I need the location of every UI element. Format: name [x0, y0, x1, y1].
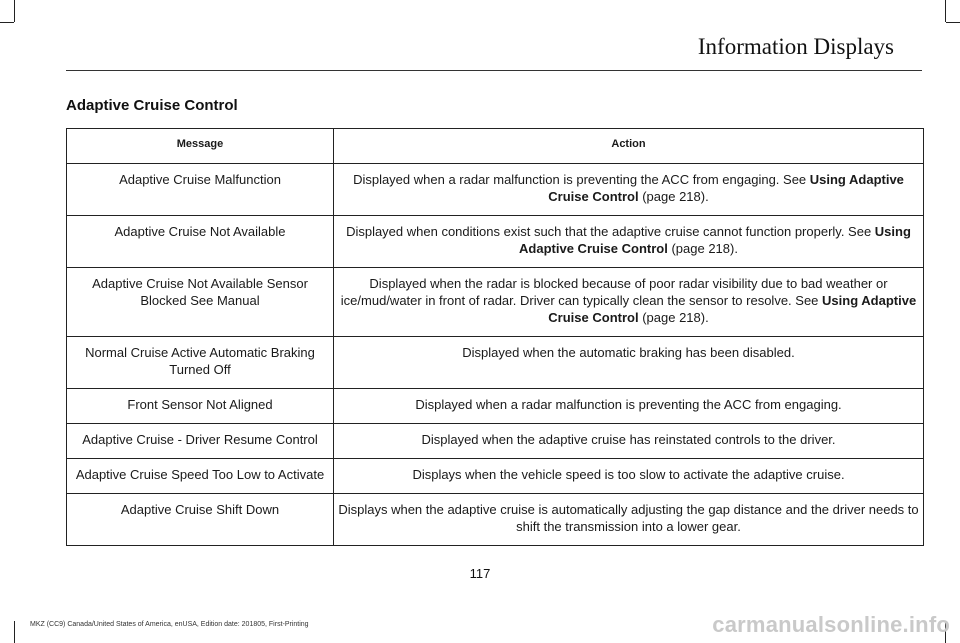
edition-footer: MKZ (CC9) Canada/United States of America, enUSA, Edition date: 201805, First-Printing — [30, 621, 309, 628]
message-cell: Adaptive Cruise Malfunction — [67, 164, 334, 216]
page-number: 117 — [469, 566, 491, 581]
messages-table — [66, 128, 924, 546]
message-cell: Adaptive Cruise Speed Too Low to Activate — [67, 459, 334, 494]
action-text: Displayed when conditions exist such that the adaptive cruise cannot function properly. See — [346, 224, 875, 239]
table-row — [67, 216, 924, 268]
message-cell: Front Sensor Not Aligned — [67, 389, 334, 424]
action-text: Displayed when the radar is blocked because of poor radar visibility due to bad weather or ice/mud/water in front of radar. Driver can typically clean the sensor to resolve. See — [340, 276, 888, 308]
action-cell — [334, 268, 924, 337]
column-header-message: Message — [67, 129, 334, 164]
message-cell: Adaptive Cruise Not Available Sensor Blocked See Manual — [67, 268, 334, 337]
crop-mark-top-right — [945, 0, 960, 22]
page-header-title: Information Displays — [697, 34, 894, 59]
message-cell: Adaptive Cruise Shift Down — [67, 494, 334, 546]
column-header-action: Action — [334, 129, 924, 164]
page-reference: (page 218). — [638, 189, 709, 204]
table-row — [67, 459, 924, 494]
table-header-row — [67, 129, 924, 164]
message-cell: Adaptive Cruise - Driver Resume Control — [67, 424, 334, 459]
page-reference: (page 218). — [667, 241, 738, 256]
table-row — [67, 424, 924, 459]
action-cell: Displayed when the automatic braking has been disabled. — [334, 337, 924, 389]
table-row — [67, 389, 924, 424]
action-cell: Displayed when the adaptive cruise has reinstated controls to the driver. — [334, 424, 924, 459]
crop-mark-top-left — [0, 0, 15, 22]
section-title: Adaptive Cruise Control — [66, 97, 238, 114]
page-reference: (page 218). — [638, 310, 709, 325]
cross-reference-link[interactable]: Using Adaptive Cruise Control — [548, 172, 904, 204]
table-row — [67, 164, 924, 216]
table-row — [67, 268, 924, 337]
action-cell — [334, 164, 924, 216]
table-row — [67, 494, 924, 546]
table-row — [67, 337, 924, 389]
action-cell: Displayed when a radar malfunction is preventing the ACC from engaging. — [334, 389, 924, 424]
message-cell: Normal Cruise Active Automatic Braking Turned Off — [67, 337, 334, 389]
watermark-logo: carmanualsonline.info — [712, 612, 950, 637]
crop-mark-bottom-left — [0, 621, 15, 643]
cross-reference-link[interactable]: Using Adaptive Cruise Control — [548, 293, 917, 325]
action-cell: Displays when the adaptive cruise is automatically adjusting the gap distance and the driver needs to shift the transmission into a lower gear. — [334, 494, 924, 546]
action-text: Displayed when a radar malfunction is preventing the ACC from engaging. See — [353, 172, 810, 187]
message-cell: Adaptive Cruise Not Available — [67, 216, 334, 268]
action-cell — [334, 216, 924, 268]
action-cell: Displays when the vehicle speed is too slow to activate the adaptive cruise. — [334, 459, 924, 494]
cross-reference-link[interactable]: Using Adaptive Cruise Control — [519, 224, 911, 256]
header-divider — [66, 70, 922, 71]
